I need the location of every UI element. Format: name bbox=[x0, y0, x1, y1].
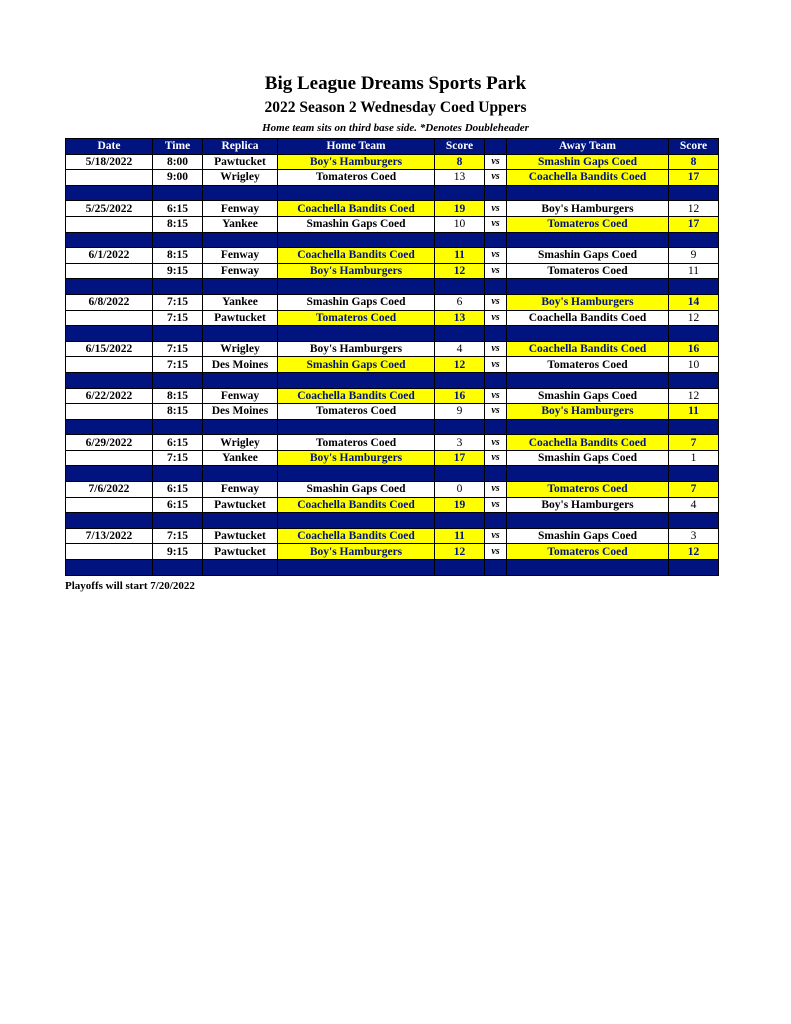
separator-cell bbox=[485, 185, 507, 201]
week-separator-row bbox=[66, 513, 719, 529]
separator-cell bbox=[669, 466, 719, 482]
separator-cell bbox=[485, 326, 507, 342]
home-team-cell: Tomateros Coed bbox=[278, 310, 435, 326]
time-cell: 8:00 bbox=[153, 154, 203, 170]
time-cell: 8:15 bbox=[153, 216, 203, 232]
date-cell bbox=[66, 310, 153, 326]
away-score-cell: 12 bbox=[669, 544, 719, 560]
home-team-cell: Coachella Bandits Coed bbox=[278, 201, 435, 217]
home-score-cell: 17 bbox=[435, 450, 485, 466]
separator-cell bbox=[507, 232, 669, 248]
separator-cell bbox=[485, 372, 507, 388]
vs-cell: vs bbox=[485, 528, 507, 544]
date-cell: 5/18/2022 bbox=[66, 154, 153, 170]
date-cell: 7/6/2022 bbox=[66, 482, 153, 498]
separator-cell bbox=[66, 419, 153, 435]
replica-cell: Pawtucket bbox=[203, 528, 278, 544]
separator-cell bbox=[203, 419, 278, 435]
separator-cell bbox=[153, 232, 203, 248]
away-score-cell: 3 bbox=[669, 528, 719, 544]
home-team-cell: Smashin Gaps Coed bbox=[278, 482, 435, 498]
separator-cell bbox=[507, 326, 669, 342]
separator-cell bbox=[278, 466, 435, 482]
home-score-cell: 11 bbox=[435, 528, 485, 544]
separator-cell bbox=[66, 326, 153, 342]
table-row bbox=[66, 341, 719, 357]
away-score-cell: 1 bbox=[669, 450, 719, 466]
date-cell bbox=[66, 357, 153, 373]
separator-cell bbox=[66, 279, 153, 295]
separator-cell bbox=[435, 419, 485, 435]
home-team-cell: Tomateros Coed bbox=[278, 404, 435, 420]
table-row bbox=[66, 435, 719, 451]
home-score-cell: 9 bbox=[435, 404, 485, 420]
home-score-cell: 0 bbox=[435, 482, 485, 498]
column-header-time: Time bbox=[153, 139, 203, 155]
table-row bbox=[66, 263, 719, 279]
separator-cell bbox=[435, 560, 485, 576]
home-score-cell: 13 bbox=[435, 170, 485, 186]
time-cell: 7:15 bbox=[153, 357, 203, 373]
separator-cell bbox=[507, 466, 669, 482]
separator-cell bbox=[507, 372, 669, 388]
separator-cell bbox=[153, 419, 203, 435]
separator-cell bbox=[435, 466, 485, 482]
replica-cell: Fenway bbox=[203, 201, 278, 217]
separator-cell bbox=[66, 513, 153, 529]
separator-cell bbox=[435, 279, 485, 295]
date-cell bbox=[66, 450, 153, 466]
home-team-cell: Boy's Hamburgers bbox=[278, 263, 435, 279]
separator-cell bbox=[669, 279, 719, 295]
date-cell bbox=[66, 263, 153, 279]
home-team-cell: Tomateros Coed bbox=[278, 435, 435, 451]
home-score-cell: 12 bbox=[435, 544, 485, 560]
column-header-date: Date bbox=[66, 139, 153, 155]
column-header-vs bbox=[485, 139, 507, 155]
home-team-cell: Coachella Bandits Coed bbox=[278, 497, 435, 513]
separator-cell bbox=[507, 185, 669, 201]
separator-cell bbox=[435, 326, 485, 342]
date-cell: 6/8/2022 bbox=[66, 294, 153, 310]
separator-cell bbox=[278, 185, 435, 201]
vs-cell: vs bbox=[485, 310, 507, 326]
away-score-cell: 17 bbox=[669, 216, 719, 232]
home-team-cell: Smashin Gaps Coed bbox=[278, 357, 435, 373]
week-separator-row bbox=[66, 466, 719, 482]
time-cell: 6:15 bbox=[153, 201, 203, 217]
time-cell: 7:15 bbox=[153, 528, 203, 544]
separator-cell bbox=[485, 513, 507, 529]
separator-cell bbox=[153, 326, 203, 342]
separator-cell bbox=[66, 372, 153, 388]
home-score-cell: 19 bbox=[435, 201, 485, 217]
home-team-cell: Boy's Hamburgers bbox=[278, 450, 435, 466]
home-score-cell: 19 bbox=[435, 497, 485, 513]
week-separator-row bbox=[66, 279, 719, 295]
away-team-cell: Boy's Hamburgers bbox=[507, 201, 669, 217]
away-team-cell: Smashin Gaps Coed bbox=[507, 388, 669, 404]
vs-cell: vs bbox=[485, 497, 507, 513]
date-cell: 6/29/2022 bbox=[66, 435, 153, 451]
time-cell: 6:15 bbox=[153, 435, 203, 451]
home-score-cell: 8 bbox=[435, 154, 485, 170]
time-cell: 8:15 bbox=[153, 248, 203, 264]
home-team-cell: Smashin Gaps Coed bbox=[278, 216, 435, 232]
table-row bbox=[66, 248, 719, 264]
table-row bbox=[66, 544, 719, 560]
away-score-cell: 4 bbox=[669, 497, 719, 513]
separator-cell bbox=[203, 185, 278, 201]
date-cell: 6/22/2022 bbox=[66, 388, 153, 404]
replica-cell: Pawtucket bbox=[203, 154, 278, 170]
away-team-cell: Boy's Hamburgers bbox=[507, 404, 669, 420]
table-row bbox=[66, 388, 719, 404]
replica-cell: Fenway bbox=[203, 482, 278, 498]
separator-cell bbox=[507, 279, 669, 295]
table-row bbox=[66, 482, 719, 498]
replica-cell: Fenway bbox=[203, 248, 278, 264]
away-team-cell: Tomateros Coed bbox=[507, 357, 669, 373]
separator-cell bbox=[669, 185, 719, 201]
separator-cell bbox=[435, 232, 485, 248]
away-score-cell: 17 bbox=[669, 170, 719, 186]
separator-cell bbox=[66, 560, 153, 576]
away-team-cell: Tomateros Coed bbox=[507, 216, 669, 232]
vs-cell: vs bbox=[485, 450, 507, 466]
home-score-cell: 11 bbox=[435, 248, 485, 264]
replica-cell: Pawtucket bbox=[203, 544, 278, 560]
separator-cell bbox=[669, 232, 719, 248]
home-score-cell: 4 bbox=[435, 341, 485, 357]
time-cell: 9:15 bbox=[153, 263, 203, 279]
home-team-cell: Boy's Hamburgers bbox=[278, 154, 435, 170]
separator-cell bbox=[507, 560, 669, 576]
replica-cell: Wrigley bbox=[203, 170, 278, 186]
week-separator-row bbox=[66, 560, 719, 576]
away-team-cell: Coachella Bandits Coed bbox=[507, 435, 669, 451]
separator-cell bbox=[278, 279, 435, 295]
column-header-home-team: Home Team bbox=[278, 139, 435, 155]
away-score-cell: 7 bbox=[669, 482, 719, 498]
away-score-cell: 11 bbox=[669, 263, 719, 279]
separator-cell bbox=[278, 560, 435, 576]
home-score-cell: 12 bbox=[435, 357, 485, 373]
away-score-cell: 8 bbox=[669, 154, 719, 170]
separator-cell bbox=[435, 185, 485, 201]
away-team-cell: Boy's Hamburgers bbox=[507, 294, 669, 310]
date-cell: 6/1/2022 bbox=[66, 248, 153, 264]
separator-cell bbox=[278, 232, 435, 248]
home-team-cell: Tomateros Coed bbox=[278, 170, 435, 186]
separator-cell bbox=[669, 419, 719, 435]
home-score-cell: 6 bbox=[435, 294, 485, 310]
week-separator-row bbox=[66, 185, 719, 201]
separator-cell bbox=[669, 560, 719, 576]
separator-cell bbox=[507, 513, 669, 529]
home-team-cell: Coachella Bandits Coed bbox=[278, 248, 435, 264]
separator-cell bbox=[669, 372, 719, 388]
separator-cell bbox=[153, 372, 203, 388]
separator-cell bbox=[66, 185, 153, 201]
separator-cell bbox=[507, 419, 669, 435]
separator-cell bbox=[153, 560, 203, 576]
replica-cell: Des Moines bbox=[203, 404, 278, 420]
week-separator-row bbox=[66, 372, 719, 388]
week-separator-row bbox=[66, 232, 719, 248]
date-cell: 5/25/2022 bbox=[66, 201, 153, 217]
table-row bbox=[66, 201, 719, 217]
playoffs-note: Playoffs will start 7/20/2022 bbox=[65, 580, 195, 592]
date-cell: 7/13/2022 bbox=[66, 528, 153, 544]
column-header-home-score: Score bbox=[435, 139, 485, 155]
table-row bbox=[66, 294, 719, 310]
away-score-cell: 12 bbox=[669, 310, 719, 326]
page-subtitle: 2022 Season 2 Wednesday Coed Uppers bbox=[264, 99, 527, 116]
separator-cell bbox=[153, 466, 203, 482]
away-team-cell: Smashin Gaps Coed bbox=[507, 450, 669, 466]
replica-cell: Yankee bbox=[203, 294, 278, 310]
separator-cell bbox=[278, 419, 435, 435]
vs-cell: vs bbox=[485, 341, 507, 357]
away-team-cell: Smashin Gaps Coed bbox=[507, 154, 669, 170]
separator-cell bbox=[153, 185, 203, 201]
vs-cell: vs bbox=[485, 201, 507, 217]
vs-cell: vs bbox=[485, 435, 507, 451]
table-row bbox=[66, 154, 719, 170]
separator-cell bbox=[669, 513, 719, 529]
away-score-cell: 7 bbox=[669, 435, 719, 451]
separator-cell bbox=[66, 466, 153, 482]
vs-cell: vs bbox=[485, 294, 507, 310]
away-team-cell: Smashin Gaps Coed bbox=[507, 248, 669, 264]
replica-cell: Wrigley bbox=[203, 341, 278, 357]
vs-cell: vs bbox=[485, 357, 507, 373]
home-score-cell: 16 bbox=[435, 388, 485, 404]
week-separator-row bbox=[66, 419, 719, 435]
away-score-cell: 12 bbox=[669, 388, 719, 404]
away-score-cell: 9 bbox=[669, 248, 719, 264]
table-row bbox=[66, 310, 719, 326]
separator-cell bbox=[203, 466, 278, 482]
separator-cell bbox=[435, 513, 485, 529]
separator-cell bbox=[278, 513, 435, 529]
page-title: Big League Dreams Sports Park bbox=[264, 73, 527, 94]
table-row bbox=[66, 357, 719, 373]
date-cell bbox=[66, 497, 153, 513]
replica-cell: Wrigley bbox=[203, 435, 278, 451]
away-team-cell: Tomateros Coed bbox=[507, 263, 669, 279]
replica-cell: Yankee bbox=[203, 450, 278, 466]
time-cell: 9:00 bbox=[153, 170, 203, 186]
separator-cell bbox=[278, 372, 435, 388]
separator-cell bbox=[485, 232, 507, 248]
separator-cell bbox=[485, 419, 507, 435]
schedule-note: Home team sits on third base side. *Denotes Doubleheader bbox=[262, 122, 529, 134]
home-score-cell: 3 bbox=[435, 435, 485, 451]
replica-cell: Yankee bbox=[203, 216, 278, 232]
home-score-cell: 10 bbox=[435, 216, 485, 232]
vs-cell: vs bbox=[485, 154, 507, 170]
vs-cell: vs bbox=[485, 482, 507, 498]
column-header-away-team: Away Team bbox=[507, 139, 669, 155]
replica-cell: Pawtucket bbox=[203, 497, 278, 513]
away-score-cell: 16 bbox=[669, 341, 719, 357]
table-header-row bbox=[66, 139, 719, 155]
time-cell: 7:15 bbox=[153, 450, 203, 466]
table-row bbox=[66, 170, 719, 186]
column-header-replica: Replica bbox=[203, 139, 278, 155]
away-team-cell: Tomateros Coed bbox=[507, 544, 669, 560]
separator-cell bbox=[203, 560, 278, 576]
time-cell: 8:15 bbox=[153, 404, 203, 420]
away-score-cell: 14 bbox=[669, 294, 719, 310]
separator-cell bbox=[435, 372, 485, 388]
separator-cell bbox=[485, 279, 507, 295]
separator-cell bbox=[485, 560, 507, 576]
table-row bbox=[66, 528, 719, 544]
replica-cell: Fenway bbox=[203, 388, 278, 404]
home-team-cell: Coachella Bandits Coed bbox=[278, 528, 435, 544]
table-row bbox=[66, 497, 719, 513]
time-cell: 6:15 bbox=[153, 497, 203, 513]
home-score-cell: 13 bbox=[435, 310, 485, 326]
date-cell bbox=[66, 170, 153, 186]
vs-cell: vs bbox=[485, 216, 507, 232]
separator-cell bbox=[153, 513, 203, 529]
column-header-away-score: Score bbox=[669, 139, 719, 155]
time-cell: 6:15 bbox=[153, 482, 203, 498]
away-score-cell: 11 bbox=[669, 404, 719, 420]
home-team-cell: Smashin Gaps Coed bbox=[278, 294, 435, 310]
schedule-table bbox=[65, 138, 719, 576]
separator-cell bbox=[203, 279, 278, 295]
table-row bbox=[66, 450, 719, 466]
separator-cell bbox=[203, 372, 278, 388]
separator-cell bbox=[485, 466, 507, 482]
table-row bbox=[66, 216, 719, 232]
date-cell bbox=[66, 216, 153, 232]
vs-cell: vs bbox=[485, 544, 507, 560]
away-team-cell: Coachella Bandits Coed bbox=[507, 170, 669, 186]
away-team-cell: Coachella Bandits Coed bbox=[507, 310, 669, 326]
separator-cell bbox=[278, 326, 435, 342]
away-team-cell: Boy's Hamburgers bbox=[507, 497, 669, 513]
vs-cell: vs bbox=[485, 404, 507, 420]
away-score-cell: 10 bbox=[669, 357, 719, 373]
time-cell: 7:15 bbox=[153, 310, 203, 326]
date-cell bbox=[66, 544, 153, 560]
home-team-cell: Boy's Hamburgers bbox=[278, 341, 435, 357]
time-cell: 7:15 bbox=[153, 294, 203, 310]
time-cell: 7:15 bbox=[153, 341, 203, 357]
separator-cell bbox=[669, 326, 719, 342]
replica-cell: Des Moines bbox=[203, 357, 278, 373]
table-row bbox=[66, 404, 719, 420]
separator-cell bbox=[66, 232, 153, 248]
home-team-cell: Boy's Hamburgers bbox=[278, 544, 435, 560]
replica-cell: Fenway bbox=[203, 263, 278, 279]
time-cell: 9:15 bbox=[153, 544, 203, 560]
away-team-cell: Tomateros Coed bbox=[507, 482, 669, 498]
home-team-cell: Coachella Bandits Coed bbox=[278, 388, 435, 404]
separator-cell bbox=[203, 326, 278, 342]
home-score-cell: 12 bbox=[435, 263, 485, 279]
date-cell: 6/15/2022 bbox=[66, 341, 153, 357]
vs-cell: vs bbox=[485, 248, 507, 264]
vs-cell: vs bbox=[485, 388, 507, 404]
separator-cell bbox=[203, 232, 278, 248]
date-cell bbox=[66, 404, 153, 420]
away-team-cell: Coachella Bandits Coed bbox=[507, 341, 669, 357]
separator-cell bbox=[153, 279, 203, 295]
week-separator-row bbox=[66, 326, 719, 342]
separator-cell bbox=[203, 513, 278, 529]
vs-cell: vs bbox=[485, 170, 507, 186]
vs-cell: vs bbox=[485, 263, 507, 279]
time-cell: 8:15 bbox=[153, 388, 203, 404]
replica-cell: Pawtucket bbox=[203, 310, 278, 326]
away-score-cell: 12 bbox=[669, 201, 719, 217]
away-team-cell: Smashin Gaps Coed bbox=[507, 528, 669, 544]
